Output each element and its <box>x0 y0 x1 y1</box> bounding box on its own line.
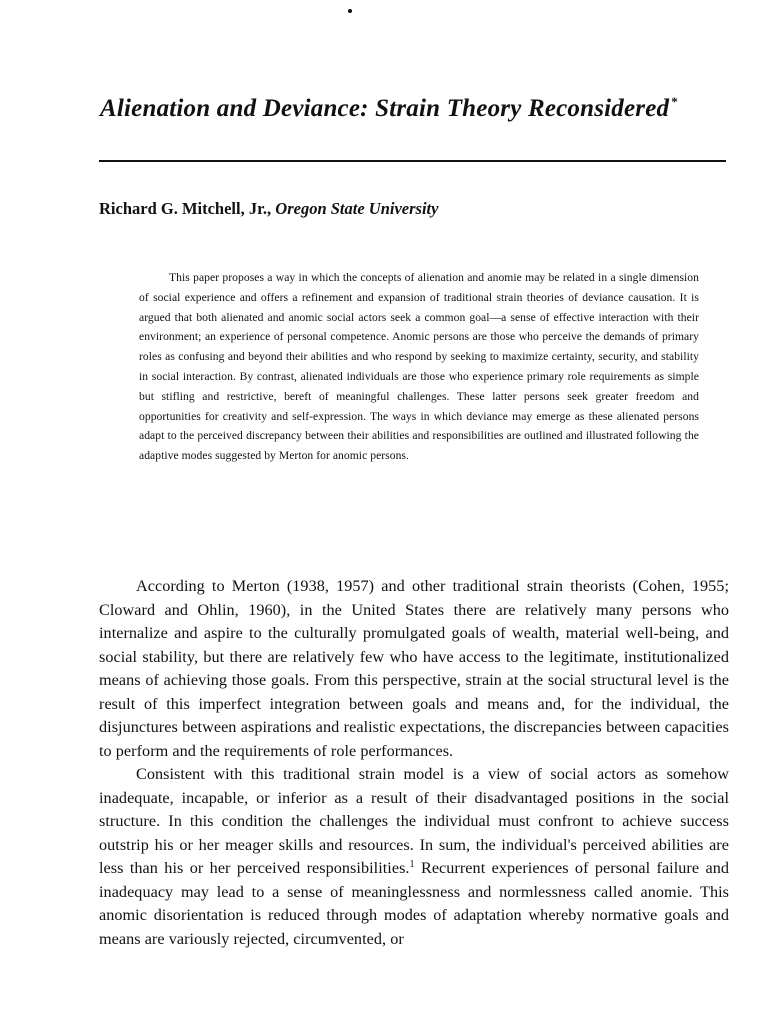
article-title <box>100 94 740 123</box>
paragraph-2-text-b: Recurrent experiences of personal failure and inadequacy may lead to a sense of meaninglessness and normlessness called anomie. This anomic disorientation is reduced through modes of adaptation whereby normative goals and means are variously rejected, circumvented, or <box>99 859 729 948</box>
body-paragraph-1: According to Merton (1938, 1957) and other traditional strain theorists (Cohen, 1955; Cloward and Ohlin, 1960), in the United States there are relatively many persons who internalize and aspire to the culturally promulgated goals of wealth, material well-being, and social stability, but there are relatively few who have access to the legitimate, institutionalized means of achieving those goals. From this perspective, strain at the social structural level is the result of this imperfect integration between goals and means and, for the individual, the disjunctures between aspirations and realistic expectations, the discrepancies between capacities to perform and the requirements of role performances. <box>99 577 729 760</box>
paragraph-2-text-a: Consistent with this traditional strain model is a view of social actors as somehow inadequate, incapable, or inferior as a result of their disadvantaged positions in the social structure. In this condition the challenges the individual must confront to achieve success outstrip his or her meager skills and resources. In sum, the individual's perceived abilities are less than his or her perceived responsibilities. <box>99 765 729 877</box>
author-affiliation: Oregon State University <box>275 199 439 218</box>
page-mark <box>348 9 352 13</box>
title-footnote-mark: * <box>671 94 678 109</box>
body-paragraph-2 <box>99 763 729 951</box>
author-byline <box>99 199 729 219</box>
article-body <box>99 575 729 951</box>
article-title-text: Alienation and Deviance: Strain Theory Reconsidered <box>100 95 670 122</box>
title-divider <box>99 160 726 162</box>
endnote-marker-1: 1 <box>409 859 415 870</box>
abstract <box>139 268 699 466</box>
author-name: Richard G. Mitchell, Jr., <box>99 199 272 218</box>
abstract-text: This paper proposes a way in which the concepts of alienation and anomie may be related in a single dimension of social experience and offers a refinement and expansion of traditional strain theories of deviance causation. It is argued that both alienated and anomic social actors seek a common goal—a sense of effective interaction with their environment; an experience of personal competence. Anomic persons are those who perceive the demands of primary roles as confusing and beyond their abilities and who respond by seeking to maximize certainty, security, and stability in social interaction. By contrast, alienated individuals are those who experience primary role requirements as simple but stifling and restrictive, bereft of meaningful challenges. These latter persons seek greater freedom and opportunities for creativity and self-expression. The ways in which deviance may emerge as these alienated persons adapt to the perceived discrepancy between their abilities and responsibilities are outlined and illustrated following the adaptive modes suggested by Merton for anomic persons. <box>139 271 699 463</box>
